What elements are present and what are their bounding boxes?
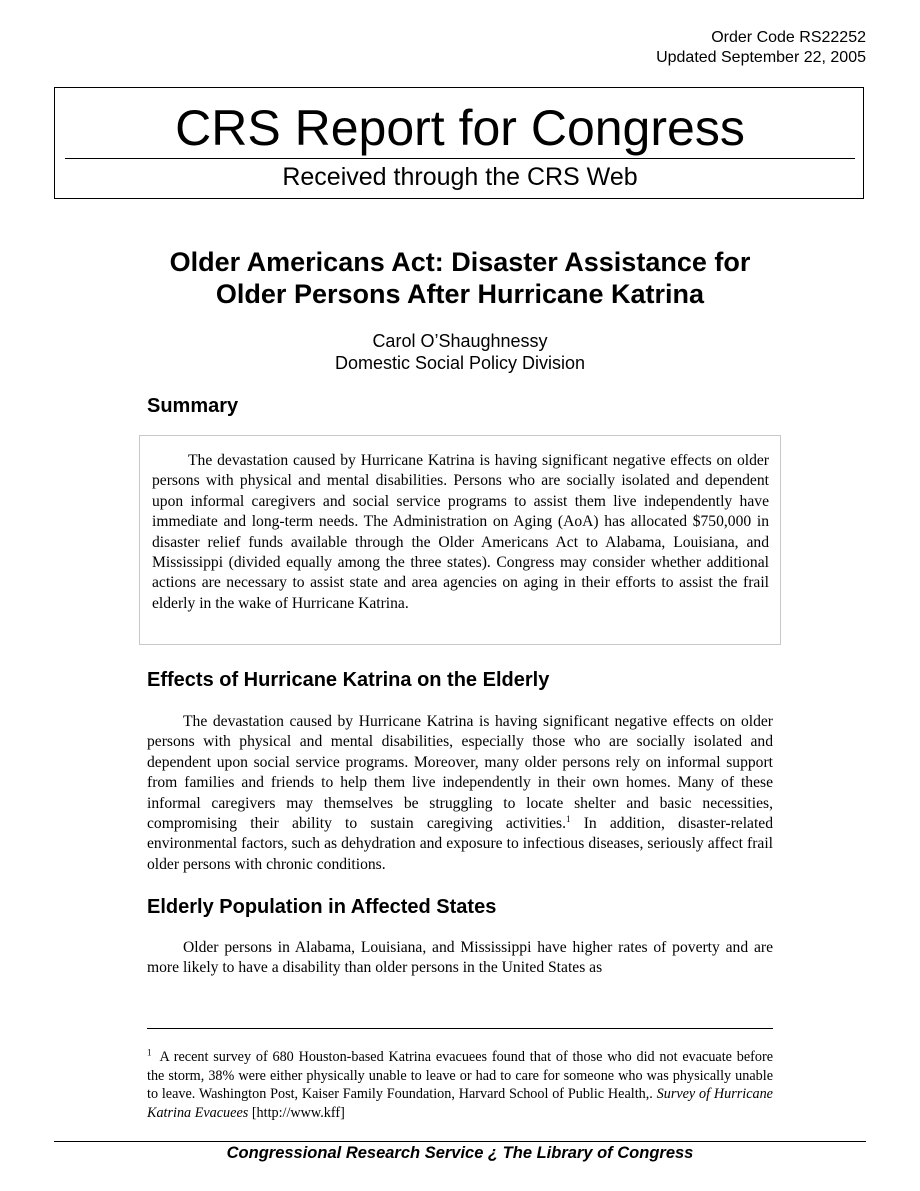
banner-divider [65,158,855,159]
section-heading-effects: Effects of Hurricane Katrina on the Elderly [147,669,550,691]
section-effects-paragraph [147,712,773,875]
footnote-url[interactable]: [http://www.kff] [248,1104,345,1121]
updated-date: Updated September 22, 2005 [656,49,866,66]
section-population-paragraph: Older persons in Alabama, Louisiana, and Mississippi have higher rates of poverty and are more likely to have a disability than older persons in the United States as [147,939,773,977]
section-heading-population: Elderly Population in Affected States [147,896,497,918]
summary-text: The devastation caused by Hurricane Katrina is having significant negative effects on older persons with physical and mental disabilities. Persons who are socially isolated and dependent upon informal caregivers and social service programs to assist them live independently have immediate and long-term needs. The Administration on Aging (AoA) has allocated $750,000 in disaster relief funds available through the Older Americans Act to Alabama, Louisiana, and Mississippi (divided equally among the three states). Congress may consider whether additional actions are necessary to assist state and area agencies on aging in their efforts to assist the frail elderly in the wake of Hurricane Katrina. [152,452,769,612]
document-title [100,246,820,310]
footer-divider [54,1141,866,1142]
document-title-line1: Older Americans Act: Disaster Assistance for [169,247,751,277]
order-info [656,28,866,68]
footnote-number: 1 [147,1047,152,1058]
author-block [100,330,820,374]
banner-subtitle: Received through the CRS Web [282,163,638,191]
footnote-source-title: Survey of Hurricane Katrina Evacuees [147,1086,773,1121]
author-division: Domestic Social Policy Division [334,353,586,373]
footnote-ref[interactable]: 1 [566,813,571,824]
order-code: Order Code RS22252 [711,29,866,46]
author-name: Carol O’Shaughnessy [372,331,548,351]
effects-text-part1: The devastation caused by Hurricane Katrina is having significant negative effects on older persons with physical and mental disabilities, especially those who are socially isolated and dependent upon social service programs. Moreover, many older persons rely on informal support from families and friends to help them live independently in their own homes. Many of these informal caregivers may themselves be struggling to locate shelter and basic necessities, compromising their ability to sustain caregiving activities. [147,713,773,833]
page-footer: Congressional Research Service ¿ The Library of Congress [226,1144,694,1162]
effects-text-part2: In addition, disaster-related environmental factors, such as dehydration and exposure to infectious diseases, seriously affect frail older persons with chronic conditions. [147,815,773,873]
document-title-line2: Older Persons After Hurricane Katrina [215,279,705,309]
footnote-text: A recent survey of 680 Houston-based Katrina evacuees found that of those who did not evacuate before the storm, 38% were either physically unable to leave or had to care for someone who was physically unable to leave. Washington Post, Kaiser Family Foundation, Harvard School of Public Health,. [147,1049,773,1102]
footnote [147,1048,773,1122]
banner-title: CRS Report for Congress [175,100,745,156]
summary-heading: Summary [147,395,239,417]
footnote-divider [147,1028,773,1029]
